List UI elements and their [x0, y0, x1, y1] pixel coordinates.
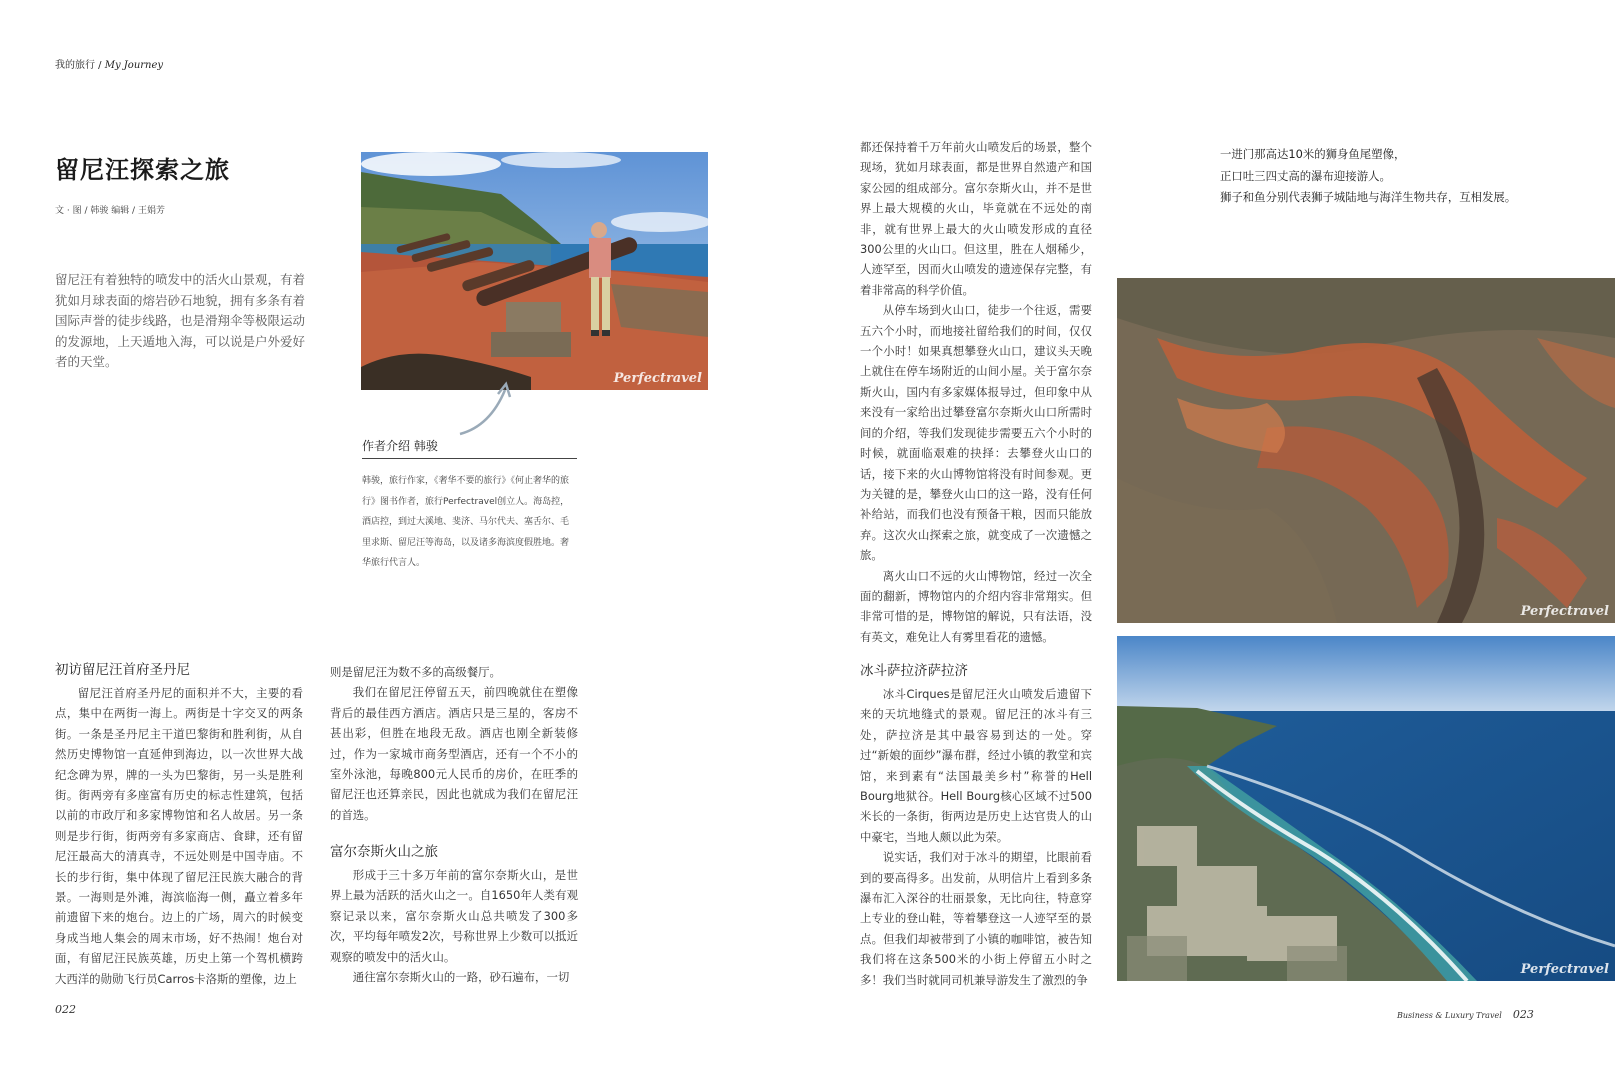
caption-line: 一进门那高达10米的狮身鱼尾塑像， — [1220, 147, 1406, 161]
column-2 — [330, 662, 578, 825]
section-heading-st-denis: 初访留尼汪首府圣丹尼 — [55, 662, 190, 678]
paragraph: 则是留尼汪为数不多的高级餐厅。 — [330, 665, 501, 679]
paragraph: 从停车场到火山口，徒步一个往返，需要五六个小时，而地接社留给我们的时间，仅仅一个小时！如果真想攀登火山口，建议头天晚上就住在停车场附近的山间小屋。关于富尔奈斯火山，国内有多家媒体报导过，但印象中从来没有一家给出过攀登富尔奈斯火山口所需时间的介绍，等我们发现徒步需要五六个小时的时候，就面临艰难的抉择：去攀登火山口的话，接下来的火山博物馆将没有时间参观。更为关键的是，攀登火山口的这一路，没有任何补给站，而我们也没有预备干粮，因而只能放弃。这次火山探索之旅，就变成了一次遗憾之旅。 — [860, 303, 1092, 563]
column-3b — [860, 684, 1092, 990]
paragraph: 我们在留尼汪停留五天，前四晚就住在塑像背后的最佳西方酒店。酒店只是三星的，客房不甚出彩，但胜在地段无敌。酒店也刚全新装修过，作为一家城市商务型酒店，还有一个不小的室外泳池，每晚800元人民币的房价，在旺季的留尼汪也还算亲民，因此也就成为我们在留尼汪的首选。 — [330, 685, 578, 822]
paragraph: 冰斗Cirques是留尼汪火山喷发后遗留下来的天坑地缝式的景观。留尼汪的冰斗有三处，萨拉济是其中最容易到达的一处。穿过“新娘的面纱”瀑布群，经过小镇的教堂和宾馆，来到素有“法国最美乡村”称誉的Hell Bourg地狱谷。Hell Bourg核心区域不过500米长的一条街，街两边是历史上达官贵人的山中豪宅，当地人颇以此为荣。 — [860, 687, 1092, 844]
magazine-name: Business & Luxury Travel — [1397, 1011, 1502, 1020]
arrow-icon — [455, 378, 520, 440]
lead-paragraph: 留尼汪有着独特的喷发中的活火山景观，有着犹如月球表面的熔岩砂石地貌，拥有多条有着国际声誉的徒步线路，也是滑翔伞等极限运动的发源地，上天遁地入海，可以说是户外爱好者的天堂。 — [55, 272, 306, 369]
photo-aerial-lava — [1117, 278, 1615, 623]
folio-right — [1397, 1003, 1534, 1022]
paragraph: 留尼汪首府圣丹尼的面积并不大，主要的看点，集中在两街一海上。两街是十字交叉的两条街。一条是圣丹尼主干道巴黎街和胜利街，从自然历史博物馆一直延伸到海边，以一次世界大战纪念碑为界，牌的一头为巴黎街，另一头是胜利街。街两旁有多座富有历史的标志性建筑，包括以前的市政厅和多家博物馆和名人故居。另一条则是步行街，街两旁有多家商店、食肆，还有留尼汪最高大的清真寺，不远处则是中国寺庙。不长的步行街，集中体现了留尼汪民族大融合的背景。一海则是外滩，海滨临海一侧，矗立着多年前遗留下来的炮台。边上的广场，周六的时候变身成当地人集会的周末市场，好不热闹！炮台对面，有留尼汪民族英雄，历史上第一个驾机横跨大西洋的勋勋飞行员Carros卡洛斯的塑像，边上 — [55, 686, 303, 986]
header-en: My Journey — [104, 60, 164, 71]
paragraph: 形成于三十多万年前的富尔奈斯火山，是世界上最为活跃的活火山之一。自1650年人类有观察记录以来，富尔奈斯火山总共喷发了300多次，平均每年喷发2次，号称世界上少数可以抵近观察的喷发中的活火山。 — [330, 868, 578, 964]
photo-watermark: Perfectravel — [1520, 962, 1609, 977]
running-header — [55, 56, 163, 71]
paragraph: 离火山口不远的火山博物馆，经过一次全面的翻新，博物馆内的介绍内容非常翔实。但非常可惜的是，博物馆的解说，只有法语，没有英文，难免让人有雾里看花的遗憾。 — [860, 568, 1092, 644]
paragraph: 都还保持着千万年前火山喷发后的场景，整个现场，犹如月球表面，都是世界自然遗产和国家公园的组成部分。富尔奈斯火山，并不是世界上最大规模的火山，毕竟就在不远处的南非，就有世界上最大的火山喷发形成的直径300公里的火山口。但这里，胜在人烟稀少，人迹罕至，因而火山喷发的遗迹保存完整，有着非常高的科学价值。 — [860, 140, 1092, 297]
author-divider — [362, 458, 577, 459]
column-3 — [860, 137, 1092, 647]
paragraph: 通往富尔奈斯火山的一路，砂石遍布，一切 — [352, 970, 570, 985]
author-title: 作者介绍 韩骏 — [362, 439, 438, 453]
section-heading-volcano: 富尔奈斯火山之旅 — [330, 844, 438, 860]
page-number-left: 022 — [55, 1003, 76, 1016]
caption-line: 正口吐三四丈高的瀑布迎接游人。 — [1220, 168, 1391, 183]
paragraph: 说实话，我们对于冰斗的期望，比眼前看到的要高得多。出发前，从明信片上看到多条瀑布汇入深谷的壮丽景象，无比向往，特意穿上专业的登山鞋，等着攀登这一人迹罕至的景点。但我们却被带到了小镇的咖啡馆，被告知我们将在这条500米的小街上停留五小时之多！我们当时就同司机兼导游发生了激烈的争 — [860, 850, 1092, 987]
byline: 文 · 图 / 韩骏 编辑 / 王娟芳 — [55, 206, 165, 216]
author-bio: 韩骏，旅行作家，《奢华不要的旅行》《何止奢华的旅行》图书作者，旅行Perfectravel创立人。海岛控，酒店控，到过大溪地、斐济、马尔代夫、塞舌尔、毛里求斯、留尼汪等海岛，以及诸多海滨度假胜地。奢华旅行代言人。 — [362, 476, 570, 568]
photo-aerial-coast — [1117, 636, 1615, 981]
page-number-right: 023 — [1512, 1008, 1534, 1021]
photo-watermark: Perfectravel — [1520, 604, 1609, 619]
photo-caption — [1220, 144, 1580, 209]
photo-cannons — [361, 152, 708, 390]
section-heading-cirque: 冰斗萨拉济萨拉济 — [860, 663, 968, 679]
column-1 — [55, 683, 303, 989]
caption-line: 狮子和鱼分别代表狮子城陆地与海洋生物共存，互相发展。 — [1220, 190, 1517, 204]
photo-watermark: Perfectravel — [613, 371, 702, 386]
header-cn: 我的旅行 / — [55, 60, 105, 71]
column-2b — [330, 865, 578, 987]
article-title: 留尼汪探索之旅 — [55, 156, 230, 184]
